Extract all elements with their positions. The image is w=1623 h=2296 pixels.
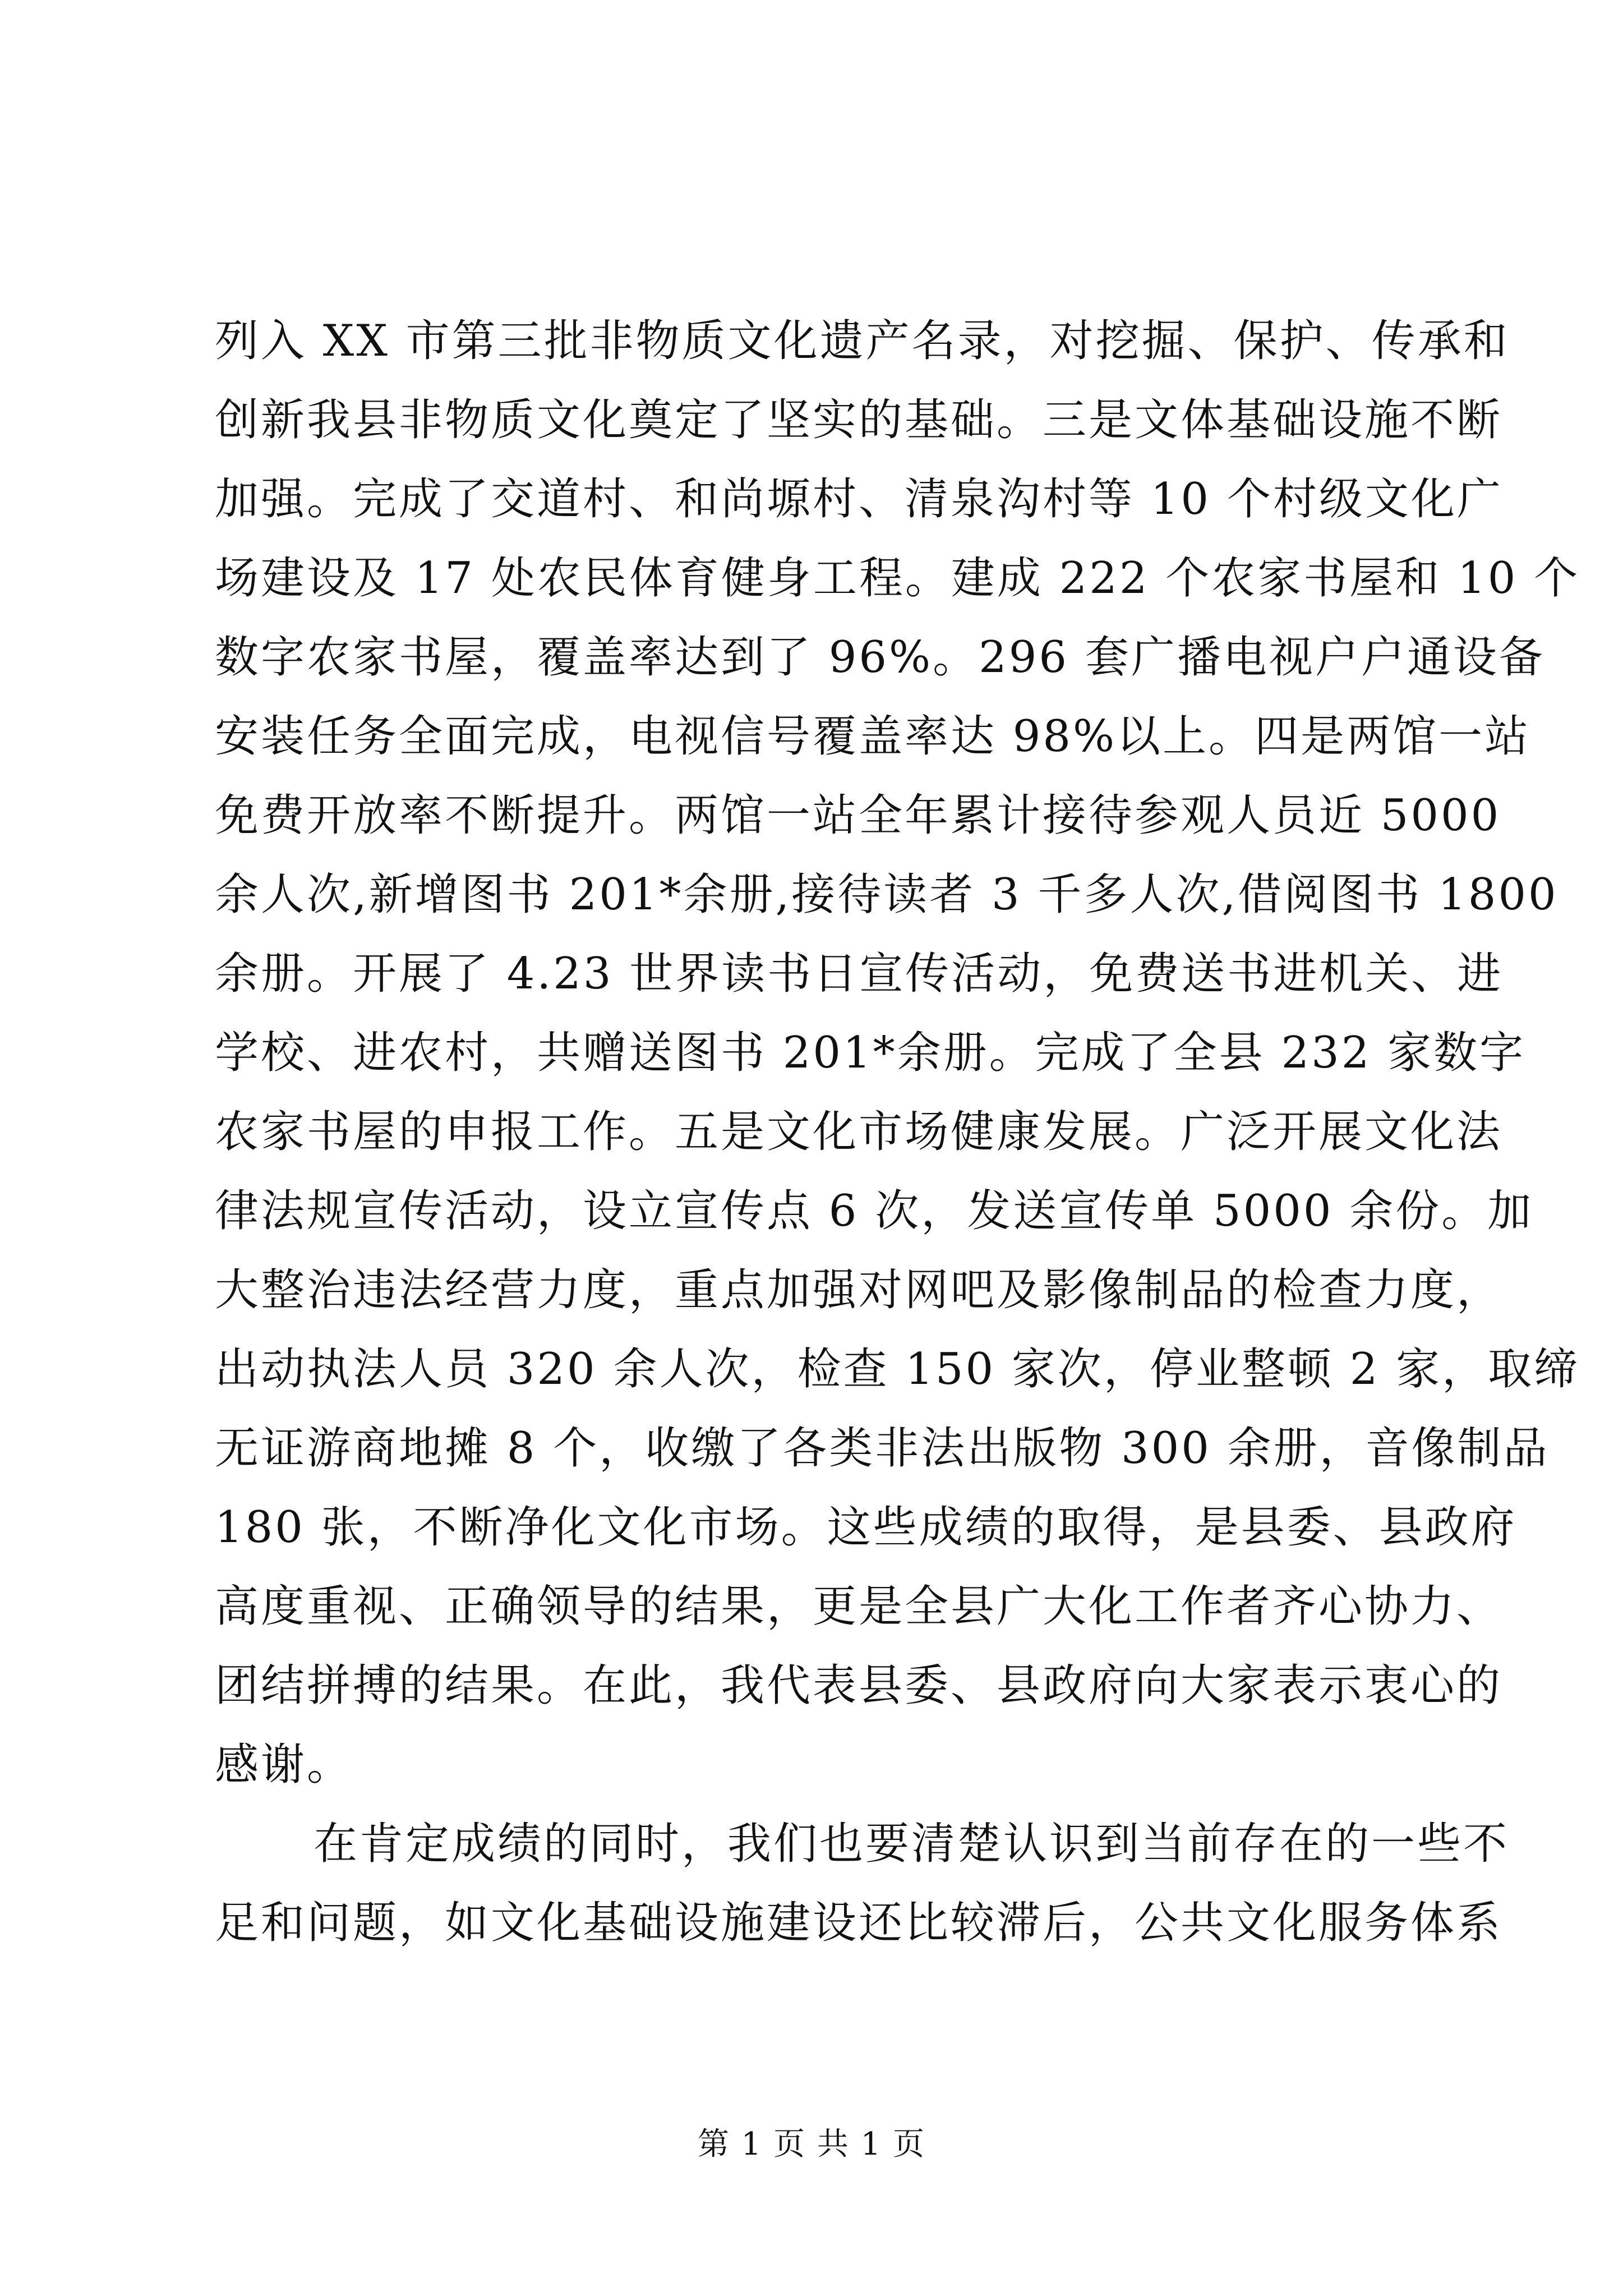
text-line: 感谢。 <box>215 1740 353 1790</box>
text-line: 创新我县非物质文化奠定了坚实的基础。三是文体基础设施不断 <box>215 395 1503 445</box>
text-line: 场建设及 17 处农民体育健身工程。建成 222 个农家书屋和 10 个 <box>215 553 1580 604</box>
text-line: 余人次,新增图书 201*余册,接待读者 3 千多人次,借阅图书 1800 <box>215 869 1559 920</box>
text-line: 加强。完成了交道村、和尚塬村、清泉沟村等 10 个村级文化广 <box>215 474 1503 524</box>
text-line: 出动执法人员 320 余人次，检查 150 家次，停业整顿 2 家，取缔 <box>215 1344 1580 1395</box>
text-line: 余册。开展了 4.23 世界读书日宣传活动，免费送书进机关、进 <box>215 949 1504 999</box>
text-line: 列入 XX 市第三批非物质文化遗产名录，对挖掘、保护、传承和 <box>215 316 1510 366</box>
text-line: 安装任务全面完成，电视信号覆盖率达 98%以上。四是两馆一站 <box>215 711 1531 762</box>
text-line: 高度重视、正确领导的结果，更是全县广大化工作者齐心协力、 <box>215 1581 1503 1632</box>
text-line: 无证游商地摊 8 个，收缴了各类非法出版物 300 余册，音像制品 <box>215 1423 1550 1474</box>
text-line: 农家书屋的申报工作。五是文化市场健康发展。广泛开展文化法 <box>215 1107 1503 1157</box>
text-line: 180 张，不断净化文化市场。这些成绩的取得，是县委、县政府 <box>215 1502 1517 1553</box>
text-line: 大整治违法经营力度，重点加强对网吧及影像制品的检查力度， <box>215 1265 1503 1315</box>
page-number-footer: 第 1 页 共 1 页 <box>697 2126 926 2162</box>
text-line: 足和问题，如文化基础设施建设还比较滞后，公共文化服务体系 <box>215 1898 1503 1948</box>
text-line: 团结拼搏的结果。在此，我代表县委、县政府向大家表示衷心的 <box>215 1660 1503 1711</box>
text-line: 律法规宣传活动，设立宣传点 6 次，发送宣传单 5000 余份。加 <box>215 1186 1534 1236</box>
text-line: 免费开放率不断提升。两馆一站全年累计接待参观人员近 5000 <box>215 790 1501 841</box>
text-line: 数字农家书屋，覆盖率达到了 96%。296 套广播电视户户通设备 <box>215 632 1545 683</box>
body-text <box>215 302 1580 1963</box>
paragraph-start-line: 在肯定成绩的同时，我们也要清楚认识到当前存在的一些不 <box>313 1819 1510 1869</box>
text-line: 学校、进农村，共赠送图书 201*余册。完成了全县 232 家数字 <box>215 1028 1526 1078</box>
